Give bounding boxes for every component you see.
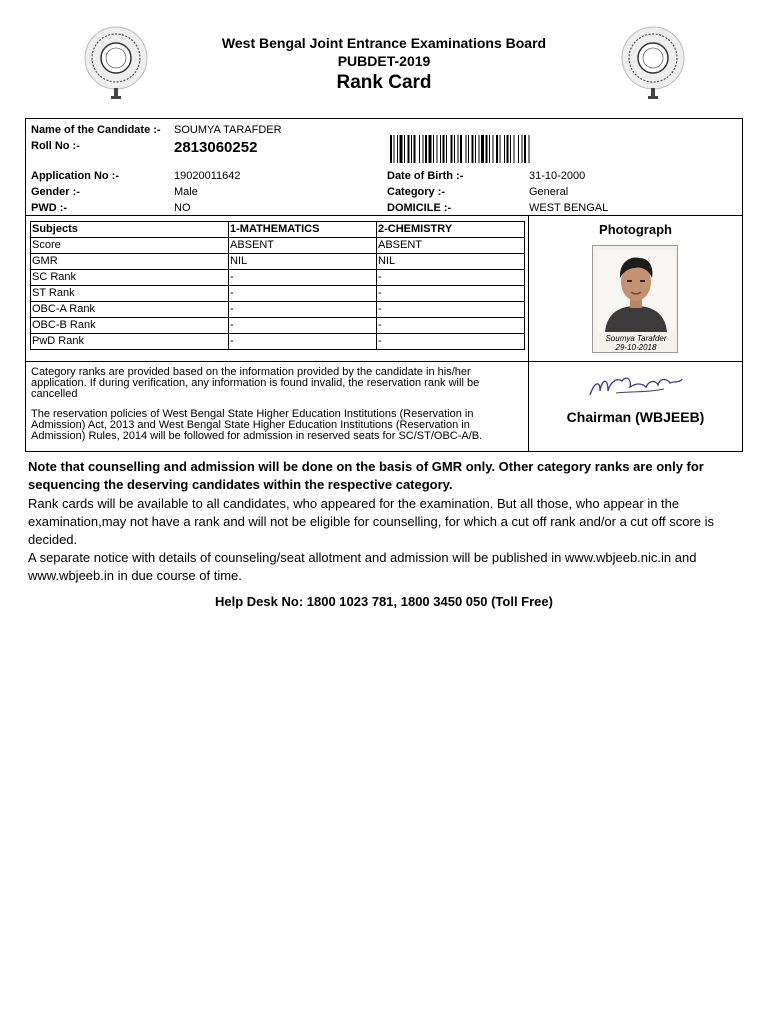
barcode xyxy=(390,135,564,163)
chairman-signature xyxy=(586,369,686,403)
table-cell: NIL xyxy=(377,254,525,270)
table-row xyxy=(31,334,525,350)
pwd-label: PWD :- xyxy=(31,202,68,214)
category-note: Category ranks are provided based on the information provided by the candidate in his/her application. If during verification, any information is found invalid, the reservation rank will be cancelled xyxy=(31,366,480,400)
row-label: ST Rank xyxy=(31,286,229,302)
candidate-details xyxy=(26,119,742,216)
reservation-note: The reservation policies of West Bengal State Higher Education Institutions (Reservation in Admission) Act, 2013 and West Bengal State Higher Education Institutions (Reservation in Admission) Rules, 2014 will be followed for admission in reserved seats for SC/ST/OBC-A/B. xyxy=(31,408,483,442)
gender-value: Male xyxy=(174,186,198,198)
table-row xyxy=(31,318,525,334)
column-header: 1-MATHEMATICS xyxy=(229,222,377,238)
table-cell: NIL xyxy=(229,254,377,270)
table-cell: ABSENT xyxy=(377,238,525,254)
notice-note: A separate notice with details of counseling/seat allotment and admission will be published in www.wbjeeb.nic.in and www.wbjeeb.in in due course of time. xyxy=(28,550,697,583)
photograph-label: Photograph xyxy=(599,222,672,237)
row-divider xyxy=(26,361,742,362)
row-label: OBC-B Rank xyxy=(31,318,229,334)
availability-note: Rank cards will be available to all candidates, who appeared for the examination. But all those, who appear in the examination,may not have a rank and will not be eligible for counselling, for which a cut off rank and/or a cut off score is decided. xyxy=(28,496,715,547)
table-cell: ABSENT xyxy=(229,238,377,254)
roll-label: Roll No :- xyxy=(31,140,80,152)
helpdesk-info: Help Desk No: 1800 1023 781, 1800 3450 050 (Toll Free) xyxy=(215,594,553,609)
table-cell: - xyxy=(377,302,525,318)
dob-label: Date of Birth :- xyxy=(387,170,464,182)
chairman-title: Chairman (WBJEEB) xyxy=(566,409,705,425)
page-title: Rank Card xyxy=(336,72,432,93)
photo-caption xyxy=(593,334,679,352)
exam-name: PUBDET-2019 xyxy=(337,53,431,69)
category-label: Category :- xyxy=(387,186,446,198)
table-row xyxy=(31,254,525,270)
table-row xyxy=(31,238,525,254)
domicile-value: WEST BENGAL xyxy=(529,202,609,214)
gender-label: Gender :- xyxy=(31,186,80,198)
domicile-label: DOMICILE :- xyxy=(387,202,452,214)
table-cell: - xyxy=(377,334,525,350)
person-icon xyxy=(593,246,679,334)
table-row xyxy=(31,270,525,286)
pwd-value: NO xyxy=(174,202,191,214)
candidate-name: SOUMYA TARAFDER xyxy=(174,124,282,136)
row-label: OBC-A Rank xyxy=(31,302,229,318)
board-name: West Bengal Joint Entrance Examinations Board xyxy=(221,35,547,51)
row-label: Score xyxy=(31,238,229,254)
column-header: Subjects xyxy=(31,222,229,238)
row-label: PwD Rank xyxy=(31,334,229,350)
candidate-photo xyxy=(592,245,678,353)
category-value: General xyxy=(529,186,569,198)
name-label: Name of the Candidate :- xyxy=(31,124,161,136)
table-cell: - xyxy=(229,334,377,350)
dob-value: 31-10-2000 xyxy=(529,170,586,182)
table-row xyxy=(31,302,525,318)
application-number: 19020011642 xyxy=(174,170,241,182)
rank-card xyxy=(25,118,743,452)
subjects-table xyxy=(30,221,525,350)
table-row xyxy=(31,286,525,302)
gmr-note: Note that counselling and admission will be done on the basis of GMR only. Other category ranks are only for sequencing the deserving candidates within the respective category. xyxy=(28,459,704,492)
roll-number: 2813060252 xyxy=(174,139,258,156)
page-header xyxy=(0,34,768,95)
table-cell: - xyxy=(229,270,377,286)
table-cell: - xyxy=(229,286,377,302)
table-cell: - xyxy=(377,270,525,286)
column-header: 2-CHEMISTRY xyxy=(377,222,525,238)
photo-caption-name: Soumya Tarafder xyxy=(605,334,667,343)
table-cell: - xyxy=(377,318,525,334)
application-label: Application No :- xyxy=(31,170,119,182)
table-cell: - xyxy=(229,318,377,334)
table-cell: - xyxy=(229,302,377,318)
row-label: SC Rank xyxy=(31,270,229,286)
table-cell: - xyxy=(377,286,525,302)
table-header-row xyxy=(31,222,525,238)
row-label: GMR xyxy=(31,254,229,270)
photo-caption-date: 29-10-2018 xyxy=(615,343,657,352)
